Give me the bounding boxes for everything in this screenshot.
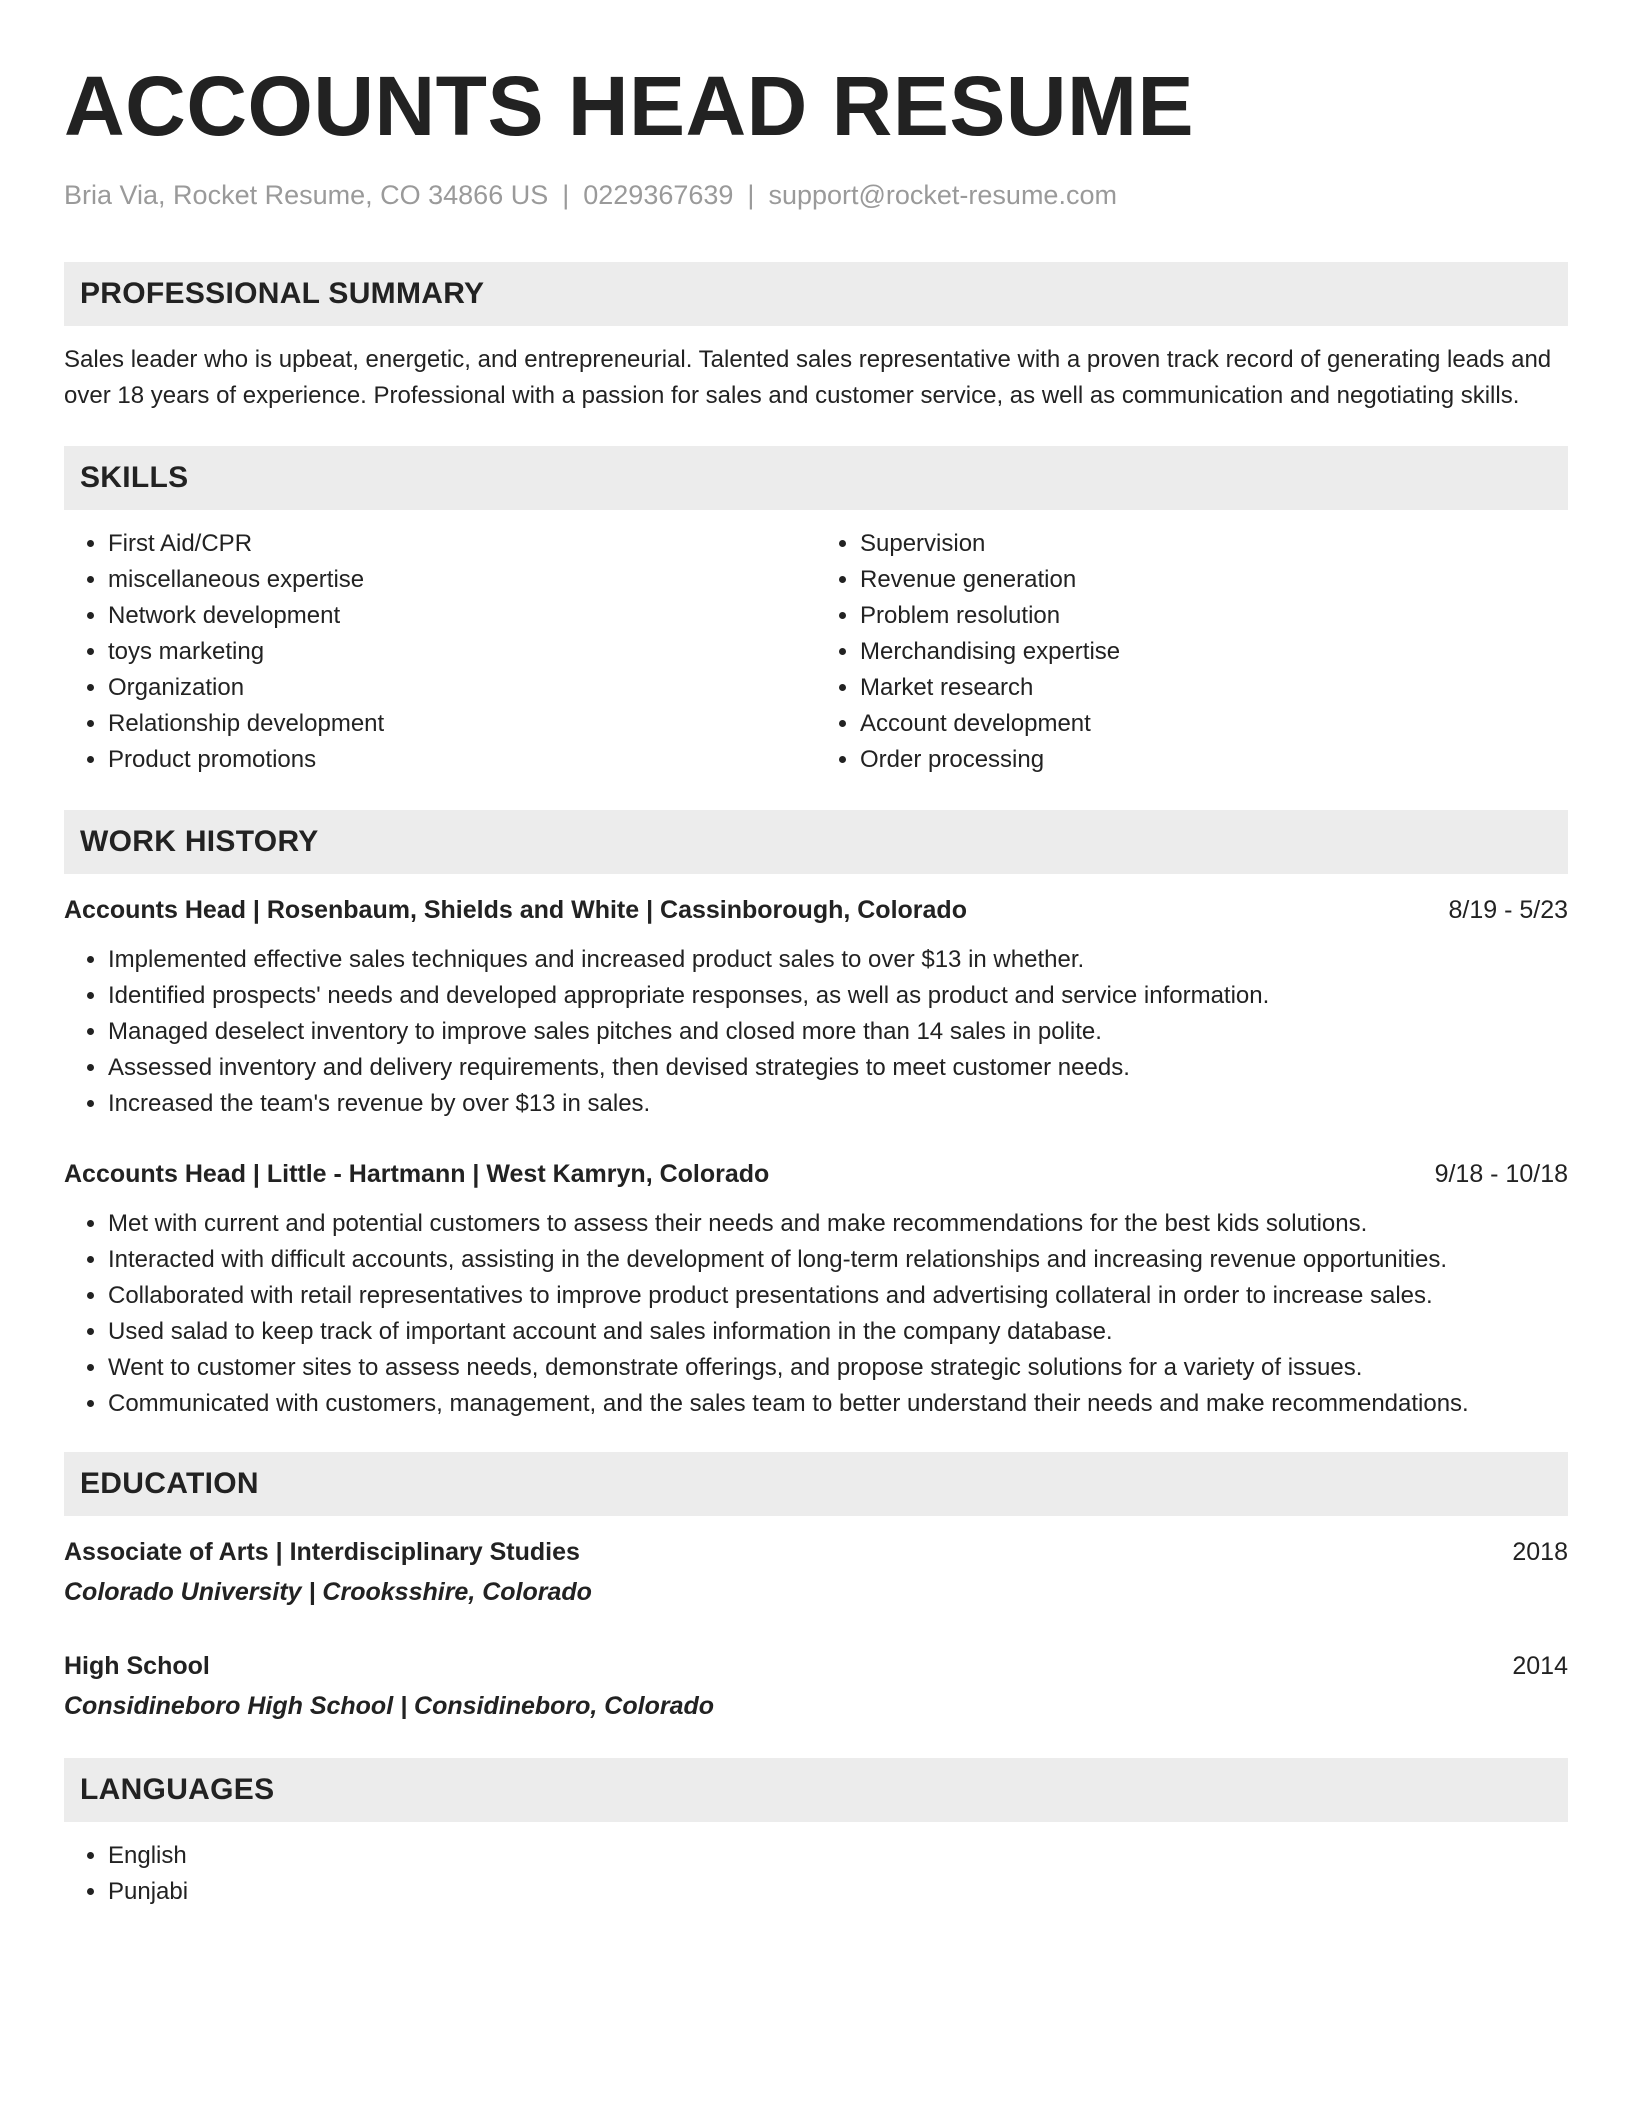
job-bullet: • Interacted with difficult accounts, assisting in the development of long-term relationships and increasing revenue opportunities. <box>108 1242 1568 1278</box>
education-header <box>64 1534 1568 1570</box>
education-entry <box>64 1534 1568 1610</box>
skills-list-left <box>64 526 816 778</box>
job-bullet: • Implemented effective sales techniques and increased product sales to over $13 in whether. <box>108 942 1568 978</box>
job-entry <box>64 1156 1568 1422</box>
skill-item: • Problem resolution <box>860 598 1568 634</box>
job-bullet: • Communicated with customers, management, and the sales team to better understand their needs and make recommendations. <box>108 1386 1568 1422</box>
skill-item: • Network development <box>108 598 816 634</box>
job-entry <box>64 892 1568 1122</box>
education-header <box>64 1648 1568 1684</box>
skills-columns <box>64 526 1568 778</box>
job-title: Accounts Head | Little - Hartmann | West Kamryn, Colorado <box>64 1160 770 1188</box>
skills-list-right <box>816 526 1568 778</box>
job-bullet: • Identified prospects' needs and developed appropriate responses, as well as product and service information. <box>108 978 1568 1014</box>
skill-item: • miscellaneous expertise <box>108 562 816 598</box>
contact-separator: | <box>747 180 755 210</box>
job-bullet: • Met with current and potential customers to assess their needs and make recommendations for the best kids solutions. <box>108 1206 1568 1242</box>
skill-item: • Supervision <box>860 526 1568 562</box>
contact-line <box>64 178 1568 212</box>
skill-item: • Product promotions <box>108 742 816 778</box>
job-title: Accounts Head | Rosenbaum, Shields and White | Cassinborough, Colorado <box>64 896 967 924</box>
section-heading-summary: PROFESSIONAL SUMMARY <box>64 262 1568 326</box>
contact-address: Bria Via, Rocket Resume, CO 34866 US <box>64 180 549 210</box>
skill-item: • toys marketing <box>108 634 816 670</box>
languages-list <box>64 1838 1568 1910</box>
job-bullet: • Assessed inventory and delivery requirements, then devised strategies to meet customer needs. <box>108 1050 1568 1086</box>
skill-item: • Organization <box>108 670 816 706</box>
contact-phone: 0229367639 <box>583 180 734 210</box>
job-header <box>64 892 1568 928</box>
education-degree: High School <box>64 1652 210 1680</box>
section-heading-education: EDUCATION <box>64 1452 1568 1516</box>
section-heading-work-history: WORK HISTORY <box>64 810 1568 874</box>
job-bullet: • Went to customer sites to assess needs, demonstrate offerings, and propose strategic solutions for a variety of issues. <box>108 1350 1568 1386</box>
education-degree: Associate of Arts | Interdisciplinary Studies <box>64 1538 580 1566</box>
job-bullet: • Collaborated with retail representatives to improve product presentations and advertising collateral in order to increase sales. <box>108 1278 1568 1314</box>
skill-item: • Account development <box>860 706 1568 742</box>
education-school: Colorado University | Crooksshire, Colorado <box>64 1578 592 1606</box>
job-dates: 9/18 - 10/18 <box>1434 1160 1568 1188</box>
section-heading-skills: SKILLS <box>64 446 1568 510</box>
education-school: Considineboro High School | Considineboro, Colorado <box>64 1692 715 1720</box>
skill-item: • Market research <box>860 670 1568 706</box>
job-bullet: • Increased the team's revenue by over $13 in sales. <box>108 1086 1568 1122</box>
job-dates: 8/19 - 5/23 <box>1448 896 1568 924</box>
education-year: 2018 <box>1512 1538 1568 1566</box>
skill-item: • Revenue generation <box>860 562 1568 598</box>
education-entry <box>64 1648 1568 1724</box>
skill-item: • Merchandising expertise <box>860 634 1568 670</box>
summary-text: Sales leader who is upbeat, energetic, and entrepreneurial. Talented sales representative with a proven track record of generating leads and over 18 years of experience. Professional with a passion for sales and customer service, as well as communication and negotiating skills. <box>64 346 1552 409</box>
education-year: 2014 <box>1512 1652 1568 1680</box>
contact-email: support@rocket-resume.com <box>768 180 1117 210</box>
language-item: • English <box>108 1838 1568 1874</box>
skill-item: • First Aid/CPR <box>108 526 816 562</box>
contact-separator: | <box>562 180 570 210</box>
skill-item: • Order processing <box>860 742 1568 778</box>
resume-title: ACCOUNTS HEAD RESUME <box>64 59 1195 153</box>
job-bullet: • Managed deselect inventory to improve sales pitches and closed more than 14 sales in polite. <box>108 1014 1568 1050</box>
job-header <box>64 1156 1568 1192</box>
job-bullet: • Used salad to keep track of important account and sales information in the company database. <box>108 1314 1568 1350</box>
job-bullets <box>64 1206 1568 1422</box>
language-item: • Punjabi <box>108 1874 1568 1910</box>
skill-item: • Relationship development <box>108 706 816 742</box>
section-heading-languages: LANGUAGES <box>64 1758 1568 1822</box>
job-bullets <box>64 942 1568 1122</box>
